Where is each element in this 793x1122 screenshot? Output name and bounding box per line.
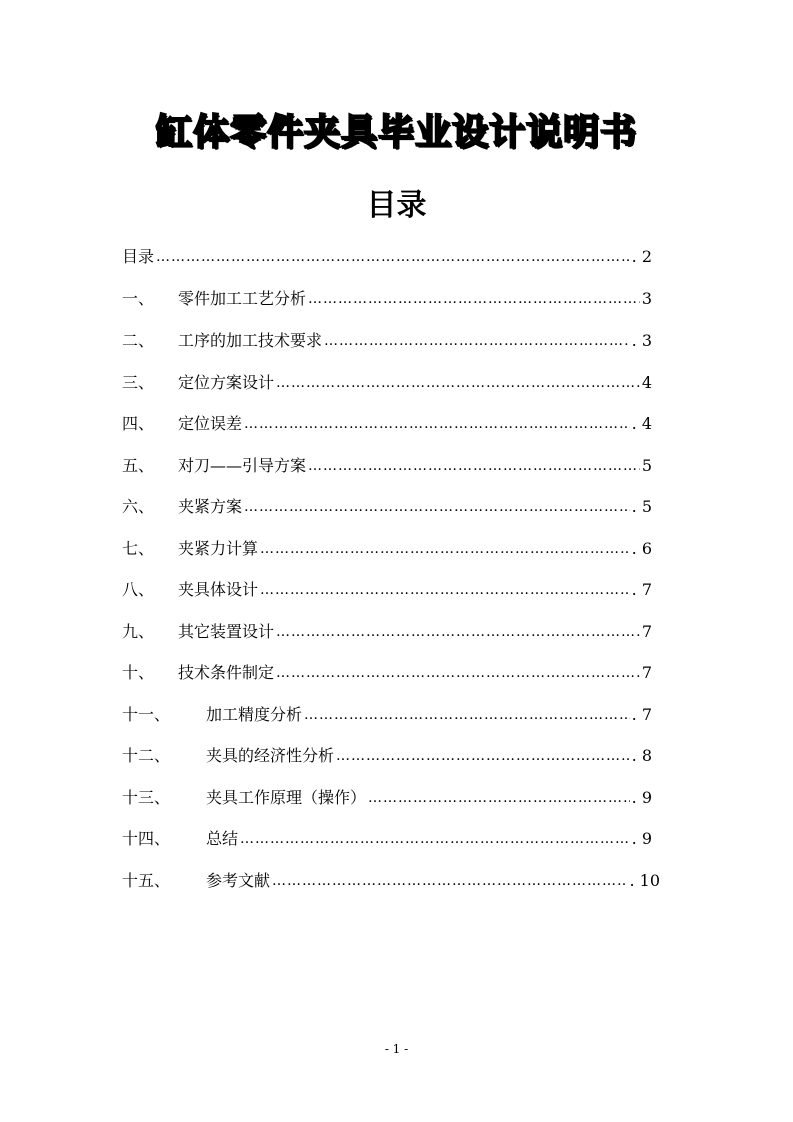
- toc-entry-1[interactable]: [122, 288, 652, 310]
- toc-entry-14[interactable]: [122, 828, 652, 850]
- toc-entry-page: 4: [641, 373, 652, 392]
- toc-entry-label: 对刀——引导方案: [178, 456, 307, 475]
- toc-entry-label: 总结: [206, 829, 239, 848]
- toc-entry-page: . 10: [629, 871, 660, 890]
- toc-entry-page: . 8: [631, 746, 652, 765]
- document-title: 缸体零件夹具毕业设计说明书: [155, 112, 637, 153]
- toc-entry-15[interactable]: [122, 870, 660, 892]
- toc-dot-leader: [276, 372, 640, 394]
- toc-entry-number: 一、: [122, 289, 155, 308]
- toc-dot-leader: [272, 870, 627, 892]
- toc-entry-page: 7: [641, 622, 652, 641]
- toc-entry-10[interactable]: [122, 662, 652, 684]
- toc-dot-leader: [304, 704, 630, 726]
- toc-dot-leader: [240, 828, 630, 850]
- toc-entry-number: 九、: [122, 622, 155, 641]
- toc-entry-page: . 9: [631, 829, 652, 848]
- toc-dot-leader: [244, 413, 630, 435]
- toc-dot-leader: [244, 496, 630, 518]
- toc-entry-label: 目录: [122, 247, 155, 266]
- toc-dot-leader: [276, 621, 640, 643]
- toc-dot-leader: [368, 787, 630, 809]
- toc-entry-page: . 7: [631, 705, 652, 724]
- toc-entry-page: . 2: [631, 247, 652, 266]
- toc-entry-page: . 9: [631, 788, 652, 807]
- toc-dot-leader: [336, 745, 630, 767]
- toc-entry-number: 三、: [122, 373, 155, 392]
- toc-entry-label: 技术条件制定: [178, 663, 275, 682]
- toc-entry-page: . 4: [631, 414, 652, 433]
- toc-entry-label: 定位方案设计: [178, 373, 275, 392]
- toc-entry-label: 工序的加工技术要求: [178, 331, 323, 350]
- toc-entry-label: 加工精度分析: [206, 705, 303, 724]
- toc-entry-5[interactable]: [122, 455, 652, 477]
- toc-entry-3[interactable]: [122, 372, 652, 394]
- toc-entry-9[interactable]: [122, 621, 652, 643]
- toc-entry-number: 十五、: [122, 871, 171, 890]
- toc-dot-leader: [308, 288, 640, 310]
- toc-entry-label: 夹具的经济性分析: [206, 746, 335, 765]
- toc-entry-page: . 5: [631, 497, 652, 516]
- toc-dot-leader: [156, 246, 630, 268]
- toc-entry-number: 十四、: [122, 829, 171, 848]
- toc-entry-label: 定位误差: [178, 414, 243, 433]
- toc-entry-label: 其它装置设计: [178, 622, 275, 641]
- toc-dot-leader: [260, 579, 630, 601]
- toc-dot-leader: [260, 538, 630, 560]
- toc-entry-page: . 7: [631, 580, 652, 599]
- toc-entry-page: 3: [641, 289, 652, 308]
- toc-entry-8[interactable]: [122, 579, 652, 601]
- toc-entry-label: 夹紧力计算: [178, 539, 259, 558]
- toc-entry-number: 二、: [122, 331, 155, 350]
- page-number-footer: - 1 -: [384, 1042, 409, 1056]
- toc-dot-leader: [276, 662, 640, 684]
- toc-entry-13[interactable]: [122, 787, 652, 809]
- toc-entry-number: 十三、: [122, 788, 171, 807]
- toc-entry-page: . 3: [631, 331, 652, 350]
- toc-entry-2[interactable]: [122, 330, 652, 352]
- toc-entry-11[interactable]: [122, 704, 652, 726]
- toc-entry-number: 八、: [122, 580, 155, 599]
- toc-entry-number: 十二、: [122, 746, 171, 765]
- toc-entry-number: 十一、: [122, 705, 171, 724]
- toc-entry-contents[interactable]: [122, 246, 652, 268]
- toc-entry-12[interactable]: [122, 745, 652, 767]
- toc-entry-number: 四、: [122, 414, 155, 433]
- toc-dot-leader: [308, 455, 640, 477]
- toc-dot-leader: [324, 330, 630, 352]
- toc-entry-page: 7: [641, 663, 652, 682]
- toc-entry-number: 十、: [122, 663, 155, 682]
- toc-entry-page: 5: [641, 456, 652, 475]
- toc-entry-label: 夹紧方案: [178, 497, 243, 516]
- toc-entry-label: 参考文献: [206, 871, 271, 890]
- toc-entry-7[interactable]: [122, 538, 652, 560]
- toc-entry-4[interactable]: [122, 413, 652, 435]
- toc-entry-number: 六、: [122, 497, 155, 516]
- toc-entry-number: 七、: [122, 539, 155, 558]
- toc-entry-6[interactable]: [122, 496, 652, 518]
- toc-entry-label: 夹具工作原理（操作）: [206, 788, 367, 807]
- toc-entry-page: . 6: [631, 539, 652, 558]
- toc-heading: 目录: [366, 188, 427, 223]
- toc-entry-label: 夹具体设计: [178, 580, 259, 599]
- toc-entry-label: 零件加工工艺分析: [178, 289, 307, 308]
- toc-entry-number: 五、: [122, 456, 155, 475]
